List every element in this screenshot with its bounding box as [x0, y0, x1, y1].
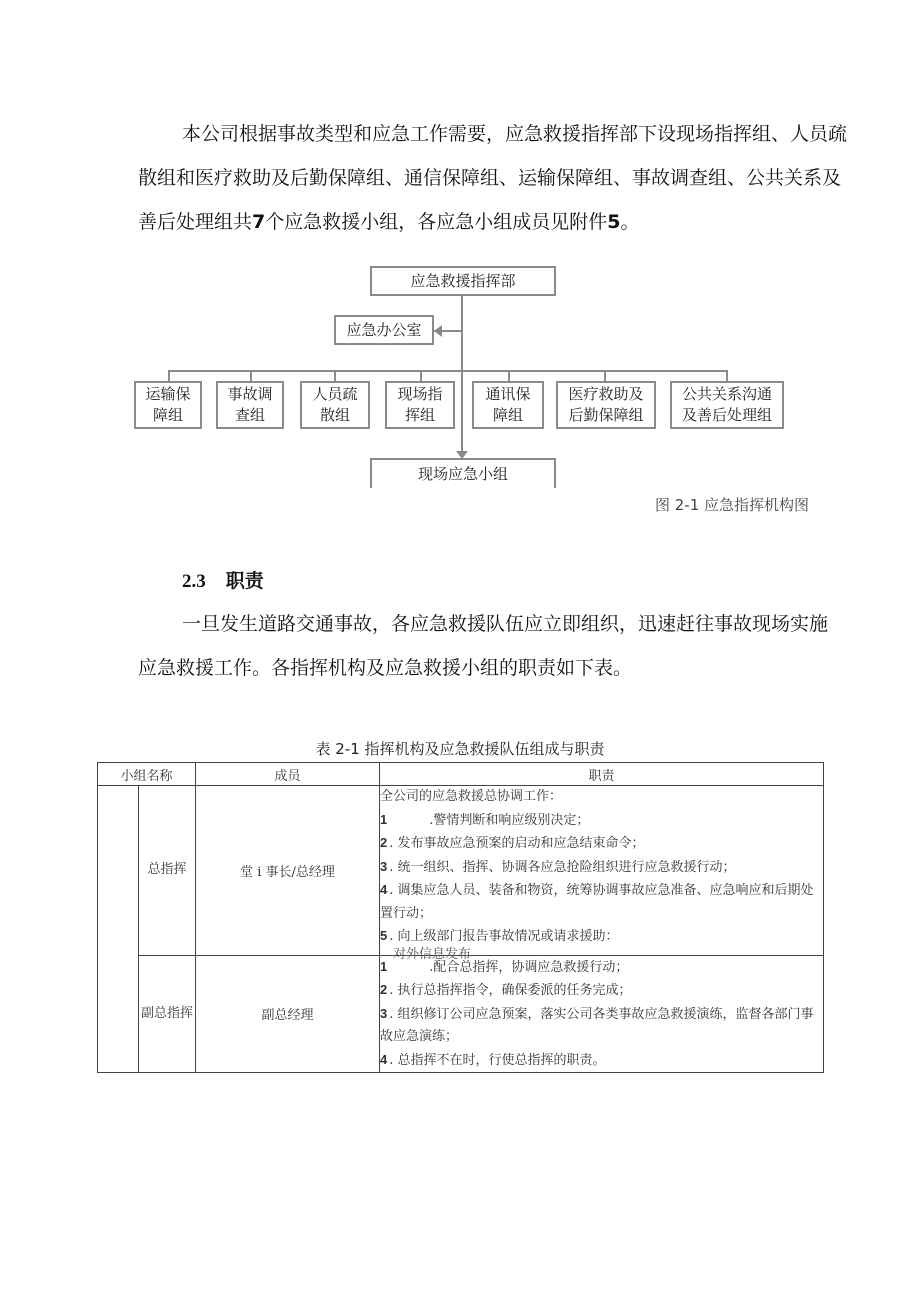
- duty-text: . 发布事故应急预案的启动和应急结束命令；: [389, 836, 645, 851]
- member-cell: 副总经理: [196, 955, 380, 1073]
- duty-text: . 总指挥不在时，行使总指挥的职责。: [389, 1052, 606, 1068]
- duty-number: 5: [380, 928, 388, 943]
- header-duty: 职责: [380, 763, 824, 786]
- group-name: 副总指挥: [139, 955, 196, 1073]
- duty-line: [380, 856, 823, 880]
- org-box-group: 运输保 障组: [134, 381, 202, 429]
- org-box-group: 现场指 挥组: [385, 381, 455, 429]
- duty-line: [380, 832, 823, 856]
- duty-number: 4: [380, 1051, 388, 1067]
- duty-line: [380, 1003, 823, 1049]
- duty-line: [380, 879, 823, 925]
- duty-text: .警情判断和响应级别决定；: [429, 812, 590, 828]
- duty-number: 1: [380, 958, 388, 974]
- duty-cutoff-line: 对外信息发布: [380, 946, 472, 962]
- table-row: [98, 955, 824, 1073]
- duties-table: [97, 762, 824, 1073]
- intro-text-b: 个应急救援小组，各应急小组成员见附件: [265, 211, 608, 233]
- duty-text: . 组织修订公司应急预案，落实公司各类事故应急救援演练，监督各部门事故应急演练；: [380, 1006, 814, 1044]
- duty-text: . 执行总指挥指令，确保委派的任务完成；: [389, 983, 632, 998]
- duty-cell: [380, 955, 824, 1073]
- duty-line: [380, 979, 823, 1003]
- figure-caption: 图 2-1 应急指挥机构图: [655, 496, 810, 514]
- duty-line: [380, 1049, 823, 1073]
- org-box-group: 公共关系沟通 及善后处理组: [670, 381, 784, 429]
- group-count: 7: [252, 211, 266, 233]
- duty-number: 3: [380, 858, 388, 874]
- org-box-group: 人员疏 散组: [300, 381, 370, 429]
- org-box-field-team: 现场应急小组: [370, 458, 556, 488]
- duty-text: . 统一组织、指挥、协调各应急抢险组织进行应急救援行动；: [389, 859, 736, 875]
- duty-number: 2: [380, 982, 388, 997]
- office-arrow-icon: [434, 325, 442, 337]
- duty-number: 1: [380, 811, 388, 827]
- section-heading: [182, 566, 264, 593]
- duty-number: 4: [380, 882, 388, 897]
- blank-cell: [98, 786, 139, 1073]
- duty-text: . 向上级部门报告事故情况或请求援助：: [389, 929, 619, 944]
- org-box-office: 应急办公室: [334, 315, 434, 345]
- group-name: 总指挥: [139, 786, 196, 956]
- duty-number: 3: [380, 1005, 388, 1021]
- org-box-group: 医疗救助及 后勤保障组: [556, 381, 656, 429]
- duty-line: [380, 925, 823, 949]
- section-body: 一旦发生道路交通事故，各应急救援队伍应立即组织，迅速赶往事故现场实施应急救援工作。各指挥机构及应急救援小组的职责如下表。: [138, 613, 829, 679]
- section-title: 职责: [225, 570, 264, 592]
- org-box-command: 应急救援指挥部: [370, 266, 556, 296]
- org-chart: [0, 0, 920, 500]
- attachment-number: 5: [607, 211, 621, 233]
- intro-text-c: 。: [620, 211, 640, 233]
- org-box-group: 事故调 查组: [216, 381, 284, 429]
- duty-text: . 调集应急人员、装备和物资，统筹协调事故应急准备、应急响应和后期处置行动；: [380, 883, 814, 921]
- duty-text: .配合总指挥，协调应急救援行动；: [429, 959, 629, 975]
- duty-cell: [380, 786, 824, 962]
- duty-text: 全公司的应急救援总协调工作：: [380, 789, 563, 804]
- header-group: 小组名称: [98, 763, 196, 786]
- header-member: 成员: [196, 763, 380, 786]
- section-number: 2.3: [182, 571, 206, 592]
- duty-number: 2: [380, 835, 388, 850]
- table-header-row: [98, 763, 824, 786]
- table-row: [98, 786, 824, 956]
- intro-text-a: 本公司根据事故类型和应急工作需要，应急救援指挥部下设现场指挥组、人员疏散组和医疗救助及后勤保障组、通信保障组、运输保障组、事故调查组、公共关系及善后处理组共: [138, 123, 848, 233]
- section-paragraph: [138, 602, 828, 690]
- member-cell: 堂 i 事长/总经理: [196, 786, 380, 956]
- org-box-group: 通讯保 障组: [472, 381, 544, 429]
- duty-line: [380, 809, 823, 833]
- duty-line: [380, 956, 823, 980]
- duty-line: [380, 786, 823, 809]
- org-vertical-trunk: [461, 294, 463, 458]
- table-caption: 表 2-1 指挥机构及应急救援队伍组成与职责: [315, 740, 605, 758]
